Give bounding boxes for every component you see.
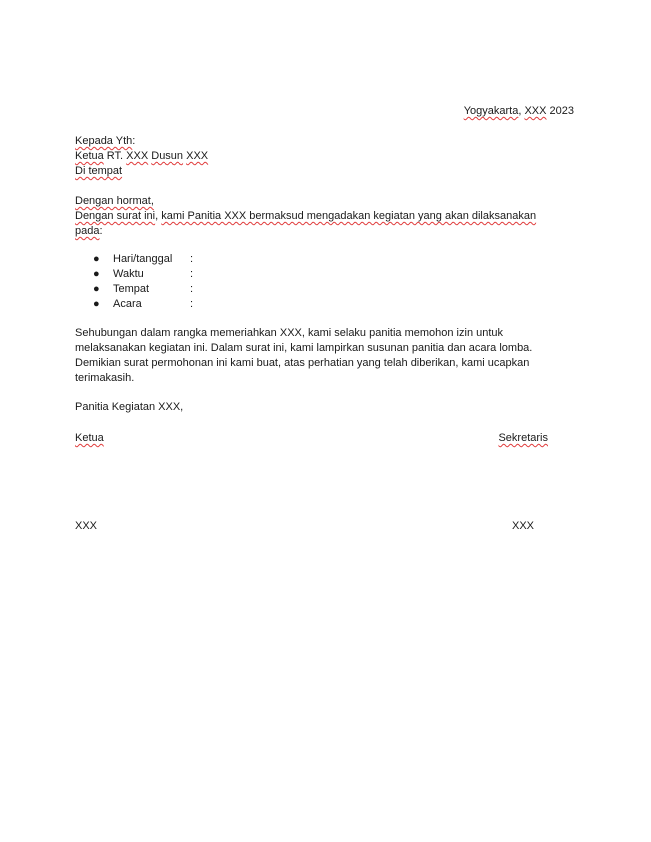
signature-left-title: Ketua <box>75 432 104 444</box>
intro-pada: pada <box>75 225 100 237</box>
body-line: terimakasih. <box>75 372 135 384</box>
intro-comma: , <box>155 210 162 222</box>
intro-text-c: kami Panitia XXX bermaksud mengadakan kegiatan yang akan dilaksanakan <box>161 210 537 222</box>
bullet-icon: ● <box>93 283 100 295</box>
year: 2023 <box>546 105 574 117</box>
intro-line-1 <box>75 209 536 224</box>
signature-right-title: Sekretaris <box>498 432 548 444</box>
city: Yogyakarta <box>463 105 519 117</box>
list-item: ● Waktu : <box>93 268 194 280</box>
signature-right-name: XXX <box>511 520 534 532</box>
recipient-place <box>75 164 122 179</box>
di-tempat: Di tempat <box>75 165 123 177</box>
event-details-list <box>93 252 193 312</box>
recipient-rt-placeholder: XXX <box>126 150 149 162</box>
place-date <box>464 104 574 119</box>
signature-left-name: XXX <box>75 520 98 532</box>
recipient-ketua: Ketua <box>75 150 104 162</box>
date-separator: , <box>518 105 525 117</box>
bullet-icon: ● <box>93 298 100 310</box>
recipient-dusun: Dusun <box>151 150 184 162</box>
body-paragraph <box>75 326 565 386</box>
greeting <box>75 194 154 209</box>
list-item: ● Hari/tanggal : <box>93 253 194 265</box>
recipient-name <box>75 149 208 164</box>
intro-text-a: Dengan surat ini <box>75 210 156 222</box>
greeting-text: Dengan hormat, <box>75 195 154 207</box>
list-item: ● Acara : <box>93 298 194 310</box>
kepada-colon: : <box>132 135 136 147</box>
body-line: Demikian surat permohonan ini kami buat, atas perhatian yang telah diberikan, kami ucapkan <box>75 357 530 369</box>
bullet-icon: ● <box>93 253 100 265</box>
recipient-salutation <box>75 134 135 149</box>
list-item: ● Tempat : <box>93 283 194 295</box>
intro-line-2 <box>75 224 103 239</box>
date-placeholder: XXX <box>524 105 547 117</box>
intro-colon: : <box>99 225 103 237</box>
body-line: Sehubungan dalam rangka memeriahkan XXX, kami selaku panitia memohon izin untuk <box>75 327 504 339</box>
closing: Panitia Kegiatan XXX, <box>75 401 184 413</box>
recipient-rt: RT. <box>103 150 127 162</box>
bullet-icon: ● <box>93 268 100 280</box>
body-line: melaksanakan kegiatan ini. Dalam surat ini, kami lampirkan susunan panitia dan acara lomba. <box>75 342 533 354</box>
kepada-yth: Kepada Yth <box>75 135 133 147</box>
recipient-dusun-placeholder: XXX <box>186 150 209 162</box>
